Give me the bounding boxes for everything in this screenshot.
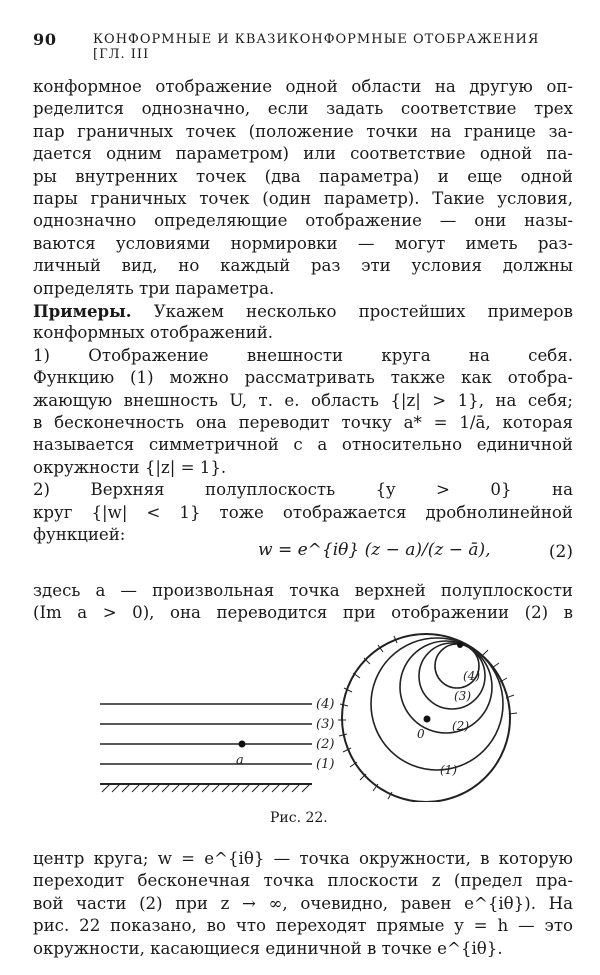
left-label-3: (3) [316,717,335,732]
figure-22 [90,632,530,806]
chapter-title: КОНФОРМНЫЕ И КВАЗИКОНФОРМНЫЕ ОТОБРАЖЕНИЯ [ГЛ. III [93,32,540,62]
page-number: 90 [33,30,57,49]
paragraph-final [33,848,573,960]
formula-2 [33,530,573,574]
right-label-2: (2) [452,719,469,733]
text-line: называется симметричной с a относительно единичной [33,435,573,455]
point-a [239,741,246,748]
text-line: круг {|w| < 1} тоже отображается дробнолинейной [33,502,573,522]
examples-heading: Примеры. [33,301,132,321]
left-label-2: (2) [316,737,335,752]
example-1-heading: 1) Отображение внешности круга на себя. [33,345,573,365]
left-label-1: (1) [316,757,335,772]
text-line: рис. 22 показано, во что переходят прямые y = h — это [33,916,573,936]
right-label-1: (1) [440,763,457,777]
example-2-heading: 2) Верхняя полуплоскость {y > 0} на [33,480,573,500]
text-line: здесь a — произвольная точка верхней полуплоскости [33,581,573,600]
text-line: жающую внешность U, т. е. область {|z| > 1}, на себя; [33,390,573,410]
text-line: пары граничных точек (один параметр). Такие условия, [33,188,573,208]
paragraph-normalization [33,76,573,300]
examples-section [33,300,573,546]
formula-expression: w = e^{iθ} (z − a)/(z − ā), [258,540,491,560]
text-line: конформное отображение одной области на другую оп- [33,77,573,96]
figure-caption: Рис. 22. [270,810,328,826]
point-a-label: a [236,753,244,768]
point-zero-label: 0 [417,727,425,741]
text-line: пар граничных точек (положение точки на границе за- [33,121,573,141]
text-line: в бесконечность она переводит точку a* = 1/ā, которая [33,412,573,432]
running-header [33,30,573,62]
text-line: ры внутренних точек (два параметра) и еще одной [33,166,573,186]
text-line: центр круга; w = e^{iθ} — точка окружности, в которую [33,849,573,868]
text-line: дается одним параметром) или соответствие одной па- [33,144,573,164]
text-line: вой части (2) при z → ∞, очевидно, равен e^{iθ}). На [33,893,573,913]
text-line: функцией: [33,524,126,544]
point-zero [424,716,431,723]
examples-intro-line [33,300,573,322]
figure-22-diagram [90,632,530,802]
boundary-hatching [102,784,310,792]
tangent-point [457,642,463,648]
text-line: конформных отображений. [33,323,274,343]
text-line: личный вид, но каждый раз эти условия должны [33,256,573,276]
text-line: определять три параметра. [33,278,275,298]
right-label-4: (4) [463,669,480,683]
right-label-3: (3) [454,689,471,703]
text-line: (Im a > 0), она переводится при отображении (2) в [33,603,573,623]
text-line: ваются условиями нормировки — могут иметь раз- [33,233,573,253]
text-line: переходит бесконечная точка плоскости z (предел пра- [33,871,573,891]
text-line: окружности, касающиеся единичной в точке e^{iθ}. [33,938,503,958]
formula-label: (2) [548,542,573,562]
paragraph-after-formula [33,580,573,625]
text-line: ределится однозначно, если задать соответствие трех [33,99,573,119]
text-line: однозначно определяющие отображение — они назы- [33,211,573,231]
text-line: окружности {|z| = 1}. [33,457,227,477]
examples-intro: Укажем несколько простейших примеров [153,302,573,321]
text-line: Функцию (1) можно рассматривать также как отобра- [33,368,573,388]
left-label-4: (4) [316,697,335,712]
